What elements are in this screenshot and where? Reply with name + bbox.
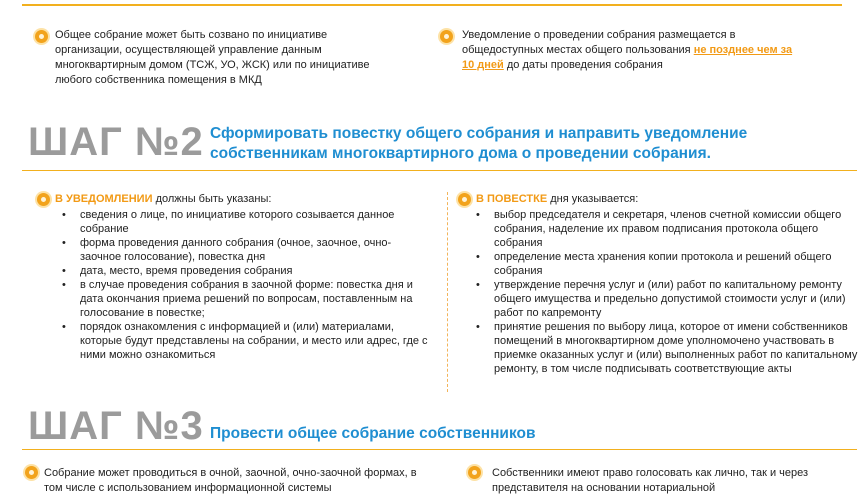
meeting-form-text: Собрание может проводиться в очной, заочной, очно-заочной формах, в том числе с использованием информационной системы — [44, 467, 417, 494]
list-item: • сведения о лице, по инициативе которого созывается данное собрание — [62, 208, 432, 236]
bullet-icon — [458, 193, 471, 206]
bullet-icon — [25, 466, 38, 479]
bullet-icon — [468, 466, 481, 479]
notice-placement-text: Уведомление о проведении собрания размещается в общедоступных местах общего пользования не позднее чем за 10 дней до даты проведения собрания — [462, 29, 793, 71]
column-divider — [447, 192, 448, 392]
notice-heading: В УВЕДОМЛЕНИИ должны быть указаны: — [55, 193, 272, 205]
initiative-text: Общее собрание может быть созвано по инициативе организации, осуществляющей управление данным многоквартирным домом (ТСЖ, УО, ЖСК) или по инициативе любого собственника помещения в МКД — [55, 29, 370, 86]
bullet-icon — [440, 30, 453, 43]
step-2-label: ШАГ №2 — [28, 120, 204, 164]
list-item: • принятие решения по выбору лица, которое от имени собственников помещений в многоквартирном доме уполномочено участвовать в приемке оказанных услуг и (или) выполненных работ по капитальному ремонту, в том числе подписывать соответствующие акты — [476, 320, 861, 376]
list-item: • утверждение перечня услуг и (или) работ по капитальному ремонту общего имущества и предельно допустимой стоимости услуг и (или) работ по капремонту — [476, 278, 861, 320]
step-2-title: Сформировать повестку общего собрания и направить уведомление собственникам многоквартирного дома о проведении собрания. — [210, 125, 748, 162]
step-3-divider — [22, 449, 857, 450]
step-3-label: ШАГ №3 — [28, 404, 204, 448]
list-item: • форма проведения данного собрания (очное, заочное, очно-заочное голосование), повестка дня — [62, 236, 432, 264]
voting-rights-text: Собственники имеют право голосовать как лично, так и через представителя на основании нотариальной — [492, 467, 809, 494]
bullet-icon — [35, 30, 48, 43]
top-divider — [22, 4, 842, 6]
agenda-list — [476, 208, 861, 376]
deadline-highlight: не позднее чем за 10 дней — [462, 44, 793, 71]
list-item: • порядок ознакомления с информацией и (или) материалами, которые будут представлены на собрании, и место или адрес, где с ними можно ознакомиться — [62, 320, 432, 362]
list-item: • дата, место, время проведения собрания — [62, 264, 432, 278]
list-item: • выбор председателя и секретаря, членов счетной комиссии общего собрания, наделение их правом подписания протокола общего собрания — [476, 208, 861, 250]
list-item: • в случае проведения собрания в заочной форме: повестка дня и дата окончания приема решений по вопросам, поставленным на голосование в повестке; — [62, 278, 432, 320]
notice-list — [62, 208, 432, 362]
step-2-divider — [22, 170, 857, 171]
bullet-icon — [37, 193, 50, 206]
list-item: • определение места хранения копии протокола и решений общего собрания — [476, 250, 861, 278]
agenda-heading: В ПОВЕСТКЕ дня указывается: — [476, 193, 639, 205]
step-3-title: Провести общее собрание собственников — [210, 425, 536, 442]
